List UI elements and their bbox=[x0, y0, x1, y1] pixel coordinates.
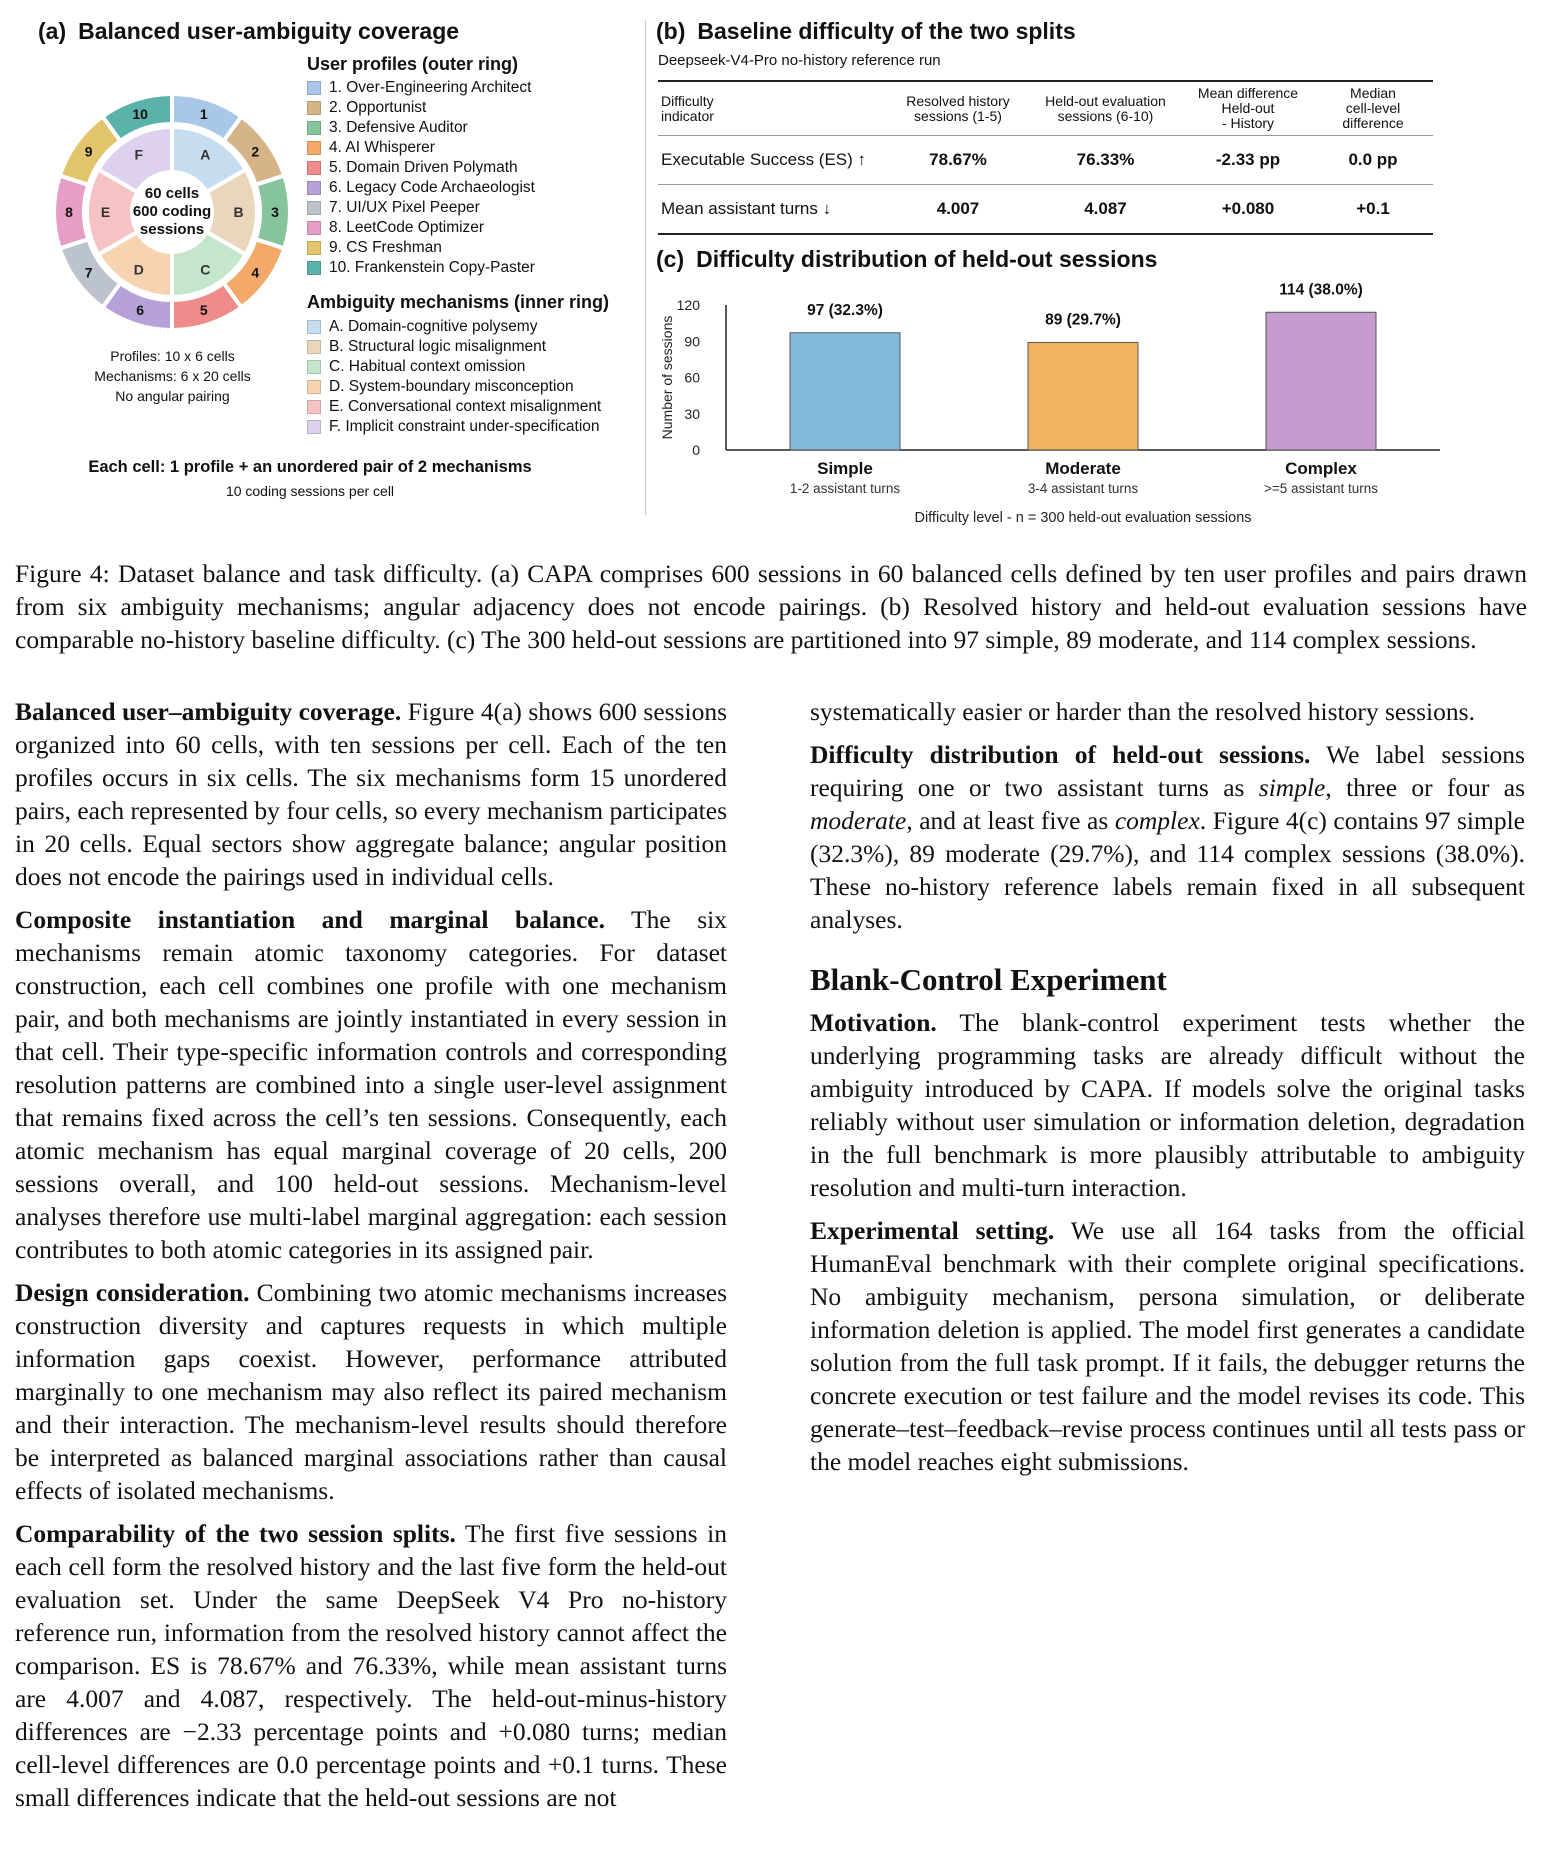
run-in-heading: Motivation. bbox=[810, 1008, 937, 1037]
term-complex: complex bbox=[1114, 806, 1200, 835]
bar-complex bbox=[1266, 312, 1376, 450]
term-moderate: moderate bbox=[810, 806, 907, 835]
ring-note-profiles: Profiles: 10 x 6 cells bbox=[110, 348, 235, 364]
mechanism-legend-label: C. Habitual context omission bbox=[329, 358, 526, 375]
profile-sector-label: 7 bbox=[84, 264, 93, 281]
table-row bbox=[658, 185, 1433, 235]
mechanism-sector-label: F bbox=[134, 146, 144, 163]
profile-legend-item bbox=[307, 198, 535, 218]
profile-legend-item bbox=[307, 218, 535, 238]
y-tick-label: 30 bbox=[684, 405, 700, 422]
profile-sector-label: 9 bbox=[84, 143, 93, 160]
ring-center-text: sessions bbox=[139, 221, 205, 238]
mechanism-swatch bbox=[307, 420, 321, 434]
run-in-heading: Comparability of the two session splits. bbox=[15, 1519, 456, 1548]
y-tick-label: 120 bbox=[676, 297, 700, 313]
cell-heldout: 4.087 bbox=[1028, 185, 1183, 235]
panel-a-title bbox=[38, 18, 459, 45]
header-mean-diff: Mean difference Held-out - History bbox=[1183, 81, 1313, 136]
panel-b-tag: (b) bbox=[656, 18, 686, 44]
profile-legend-label: 5. Domain Driven Polymath bbox=[329, 159, 518, 176]
profile-legend-item bbox=[307, 258, 535, 278]
mechanism-swatch bbox=[307, 380, 321, 394]
mechanism-sector-label: B bbox=[233, 204, 244, 220]
panel-c-tag: (c) bbox=[656, 246, 685, 272]
mechanism-legend-item bbox=[307, 417, 601, 437]
cell-mean-diff: -2.33 pp bbox=[1183, 136, 1313, 185]
mechanism-sector-label: C bbox=[200, 261, 211, 278]
each-cell-bold: Each cell: 1 profile + an unordered pair of 2 mechanisms bbox=[88, 458, 532, 476]
panel-b-title-text: Baseline difficulty of the two splits bbox=[697, 18, 1076, 44]
y-tick-label: 60 bbox=[684, 369, 700, 386]
cell-history: 4.007 bbox=[888, 185, 1028, 235]
header-history: Resolved history sessions (1-5) bbox=[888, 81, 1028, 136]
x-category-sublabel: >=5 assistant turns bbox=[1263, 481, 1379, 496]
ring-note-pairing: No angular pairing bbox=[115, 388, 230, 404]
profile-sector-label: 8 bbox=[65, 204, 73, 220]
profile-legend-label: 3. Defensive Auditor bbox=[329, 119, 468, 136]
bar-data-label: 97 (32.3%) bbox=[807, 301, 883, 319]
each-cell-note bbox=[30, 458, 590, 499]
profile-legend-label: 4. AI Whisperer bbox=[329, 139, 435, 156]
mechanism-legend-label: E. Conversational context misalignment bbox=[329, 398, 602, 415]
profile-swatch bbox=[307, 101, 321, 115]
table-row bbox=[658, 136, 1433, 185]
ring-notes bbox=[60, 346, 285, 406]
difficulty-bar-chart bbox=[650, 270, 1450, 530]
run-in-heading: Design consideration. bbox=[15, 1278, 250, 1307]
cell-indicator: Executable Success (ES) ↑ bbox=[658, 136, 888, 185]
paragraph-text: The six mechanisms remain atomic taxonomy categories. For dataset construction, each cell combines one profile with one mechanism pair, and both mechanisms are jointly instantiated in every session in that cell. Their type-specific information controls and corresponding resolution patterns are combined into a single user-level assignment that remains fixed across the cell’s ten sessions. Consequently, each atomic mechanism has equal marginal coverage of 20 cells, 200 sessions overall, and 100 held-out sessions. Mechanism-level analyses therefore use multi-label marginal aggregation: each session contributes to both atomic categories in its assigned pair. bbox=[15, 905, 727, 1264]
run-in-heading: Experimental setting. bbox=[810, 1216, 1055, 1245]
y-tick-label: 90 bbox=[684, 333, 700, 350]
x-axis-label: Difficulty level - n = 300 held-out evaluation sessions bbox=[914, 510, 1252, 526]
profile-sector-label: 3 bbox=[271, 204, 279, 220]
profile-legend-label: 6. Legacy Code Archaeologist bbox=[329, 179, 535, 196]
mechanism-sector-label: A bbox=[200, 146, 211, 163]
profile-swatch bbox=[307, 221, 321, 235]
panel-divider bbox=[645, 20, 646, 515]
coverage-ring-diagram bbox=[22, 62, 322, 362]
cell-median-diff: 0.0 pp bbox=[1313, 136, 1433, 185]
table-header-row bbox=[658, 81, 1433, 136]
paragraph-difficulty-distribution: Difficulty distribution of held-out sessions. We label sessions requiring one or two assistant turns as simple, three or four as moderate, and at least five as complex. Figure 4(c) contains 97 simple (32.3%), 89 moderate (29.7%), and 114 complex sessions (38.0%). These no-history reference labels remain fixed in all subsequent analyses. bbox=[810, 740, 1525, 934]
profile-legend-item bbox=[307, 138, 535, 158]
panel-c-title bbox=[656, 246, 1157, 273]
x-category-sublabel: 1-2 assistant turns bbox=[789, 481, 901, 496]
mechanism-legend-label: B. Structural logic misalignment bbox=[329, 338, 547, 355]
run-in-heading: Balanced user–ambiguity coverage. bbox=[15, 697, 402, 726]
paragraph-motivation bbox=[810, 1006, 1525, 1204]
header-median-diff: Median cell-level difference bbox=[1313, 81, 1433, 136]
profile-legend-item bbox=[307, 158, 535, 178]
panel-b-subtitle: Deepseek-V4-Pro no-history reference run bbox=[658, 52, 941, 69]
profile-swatch bbox=[307, 121, 321, 135]
mechanism-sector-label: E bbox=[100, 204, 111, 220]
paragraph-experimental-setting bbox=[810, 1214, 1525, 1478]
cell-indicator: Mean assistant turns ↓ bbox=[658, 185, 888, 235]
profile-swatch bbox=[307, 241, 321, 255]
paragraph-comparability-continued: systematically easier or harder than the resolved history sessions. bbox=[810, 697, 1475, 726]
x-category-label: Complex bbox=[1285, 459, 1357, 478]
paragraph-balanced-coverage bbox=[15, 695, 727, 893]
mechanism-legend-label: F. Implicit constraint under-specification bbox=[329, 418, 600, 435]
cell-history: 78.67% bbox=[888, 136, 1028, 185]
paragraph-text: The first five sessions in each cell form the resolved history and the last five form the held-out evaluation set. Under the same DeepSeek V4 Pro no-history reference run, information from the resolved history cannot affect the comparison. ES is 78.67% and 76.33%, while mean assistant turns are 4.007 and 4.087, respectively. The held-out-minus-history differences are −2.33 percentage points and +0.080 turns; median cell-level differences are 0.0 percentage points and +0.1 turns. These small differences indicate that the held-out sessions are not bbox=[15, 1519, 727, 1812]
profile-sector-label: 4 bbox=[251, 264, 260, 281]
profile-swatch bbox=[307, 141, 321, 155]
mechanism-sector-label: D bbox=[133, 261, 144, 278]
mechanism-legend-item bbox=[307, 337, 601, 357]
bar-simple bbox=[790, 333, 900, 450]
term-simple: simple bbox=[1258, 773, 1326, 802]
panel-a-title-text: Balanced user-ambiguity coverage bbox=[78, 18, 460, 44]
figure-4 bbox=[0, 0, 1542, 540]
profile-legend-item bbox=[307, 238, 535, 258]
run-in-heading: Composite instantiation and marginal balance. bbox=[15, 905, 605, 934]
x-category-sublabel: 3-4 assistant turns bbox=[1027, 481, 1139, 496]
mechanism-legend-item bbox=[307, 377, 601, 397]
panel-c-title-text: Difficulty distribution of held-out sessions bbox=[696, 246, 1158, 272]
panel-b-title bbox=[656, 18, 1076, 45]
mechanism-swatch bbox=[307, 400, 321, 414]
cell-median-diff: +0.1 bbox=[1313, 185, 1433, 235]
body-column-left bbox=[15, 695, 727, 1824]
difficulty-table bbox=[658, 80, 1433, 235]
section-title: Blank-Control Experiment bbox=[810, 962, 1167, 997]
paragraph-text: Figure 4(a) shows 600 sessions organized into 60 cells, with ten sessions per cell. Each of the ten profiles occurs in six cells. The six mechanisms form 15 unordered pairs, each represented by four cells, so every mechanism participates in 20 cells. Equal sectors show aggregate balance; angular position does not encode the pairings used in individual cells. bbox=[15, 697, 727, 891]
mechanism-legend-item bbox=[307, 397, 601, 417]
paragraph-composite-instantiation bbox=[15, 903, 727, 1266]
mechanisms-legend bbox=[307, 317, 601, 437]
mechanisms-legend-heading: Ambiguity mechanisms (inner ring) bbox=[307, 292, 610, 312]
ring-center-text: 600 coding bbox=[132, 203, 212, 220]
profile-legend-label: 1. Over-Engineering Architect bbox=[329, 79, 532, 96]
paragraph-design-consideration bbox=[15, 1276, 727, 1507]
panel-a-tag: (a) bbox=[38, 18, 67, 44]
profile-sector-label: 5 bbox=[199, 301, 208, 318]
ring-center-text: 60 cells bbox=[144, 185, 200, 202]
body-column-right bbox=[810, 695, 1525, 1488]
profile-sector-label: 6 bbox=[136, 301, 145, 318]
y-tick-label: 0 bbox=[692, 442, 700, 458]
x-category-label: Simple bbox=[817, 459, 873, 478]
each-cell-sub: 10 coding sessions per cell bbox=[225, 483, 395, 499]
profile-legend-label: 7. UI/UX Pixel Peeper bbox=[329, 199, 480, 216]
profile-swatch bbox=[307, 181, 321, 195]
bar-data-label: 114 (38.0%) bbox=[1279, 281, 1363, 299]
paragraph-text: Combining two atomic mechanisms increases construction diversity and captures requests in which multiple information gaps coexist. However, performance attributed marginally to one mechanism may also reflect its paired mechanism and their interaction. The mechanism-level results should therefore be interpreted as balanced marginal associations rather than causal effects of isolated mechanisms. bbox=[15, 1278, 728, 1505]
profile-legend-label: 9. CS Freshman bbox=[329, 239, 442, 256]
figure-caption: Figure 4: Dataset balance and task difficulty. (a) CAPA comprises 600 sessions in 60 balanced cells defined by ten user profiles and pairs drawn from six ambiguity mechanisms; angular adjacency does not encode pairings. (b) Resolved history and held-out evaluation sessions have comparable no-history baseline difficulty. (c) The 300 held-out sessions are partitioned into 97 simple, 89 moderate, and 114 complex sessions. bbox=[15, 559, 1527, 654]
right-column-flow bbox=[810, 695, 1525, 728]
y-axis-label: Number of sessions bbox=[659, 315, 675, 440]
profile-sector-label: 10 bbox=[132, 106, 148, 123]
profile-legend-label: 10. Frankenstein Copy-Paster bbox=[329, 259, 535, 276]
profile-legend-item bbox=[307, 118, 535, 138]
profile-legend-label: 8. LeetCode Optimizer bbox=[329, 219, 485, 236]
mechanism-legend-item bbox=[307, 357, 601, 377]
run-in-heading: Difficulty distribution of held-out sessions. bbox=[810, 740, 1311, 769]
profile-swatch bbox=[307, 161, 321, 175]
bar-data-label: 89 (29.7%) bbox=[1045, 311, 1121, 329]
profiles-legend bbox=[307, 78, 535, 278]
profile-sector-label: 1 bbox=[199, 106, 208, 123]
profile-legend-item bbox=[307, 78, 535, 98]
profile-swatch bbox=[307, 81, 321, 95]
cell-mean-diff: +0.080 bbox=[1183, 185, 1313, 235]
mechanism-swatch bbox=[307, 360, 321, 374]
paragraph-text: We use all 164 tasks from the official HumanEval benchmark with their complete original specifications. No ambiguity mechanism, persona simulation, or deliberate information deletion is applied. The model first generates a candidate solution from the full task prompt. If it fails, the debugger returns the concrete execution or test failure and the model revises its code. This generate–test–feedback–revise process continues until all tests pass or the model reaches eight submissions. bbox=[810, 1216, 1525, 1476]
profile-sector-label: 2 bbox=[251, 143, 260, 160]
profile-legend-item bbox=[307, 178, 535, 198]
header-heldout: Held-out evaluation sessions (6-10) bbox=[1028, 81, 1183, 136]
profiles-legend-heading: User profiles (outer ring) bbox=[307, 54, 519, 74]
mechanism-legend-label: D. System-boundary misconception bbox=[329, 378, 574, 395]
header-indicator: Difficulty indicator bbox=[658, 81, 888, 136]
mechanism-swatch bbox=[307, 320, 321, 334]
profile-legend-item bbox=[307, 98, 535, 118]
paragraph-text: The blank-control experiment tests whether the underlying programming tasks are already difficult without the ambiguity introduced by CAPA. If models solve the original tasks reliably without user simulation or information deletion, degradation in the full benchmark is more plausibly attributable to ambiguity resolution and multi-turn interaction. bbox=[810, 1008, 1525, 1202]
mechanism-legend-item bbox=[307, 317, 601, 337]
bar-moderate bbox=[1028, 342, 1138, 450]
paragraph-comparability bbox=[15, 1517, 727, 1814]
cell-heldout: 76.33% bbox=[1028, 136, 1183, 185]
profile-swatch bbox=[307, 261, 321, 275]
ring-note-mechanisms: Mechanisms: 6 x 20 cells bbox=[94, 368, 251, 384]
profile-swatch bbox=[307, 201, 321, 215]
mechanism-legend-label: A. Domain-cognitive polysemy bbox=[329, 318, 538, 335]
mechanism-swatch bbox=[307, 340, 321, 354]
x-category-label: Moderate bbox=[1045, 459, 1121, 478]
profile-legend-label: 2. Opportunist bbox=[329, 99, 427, 116]
